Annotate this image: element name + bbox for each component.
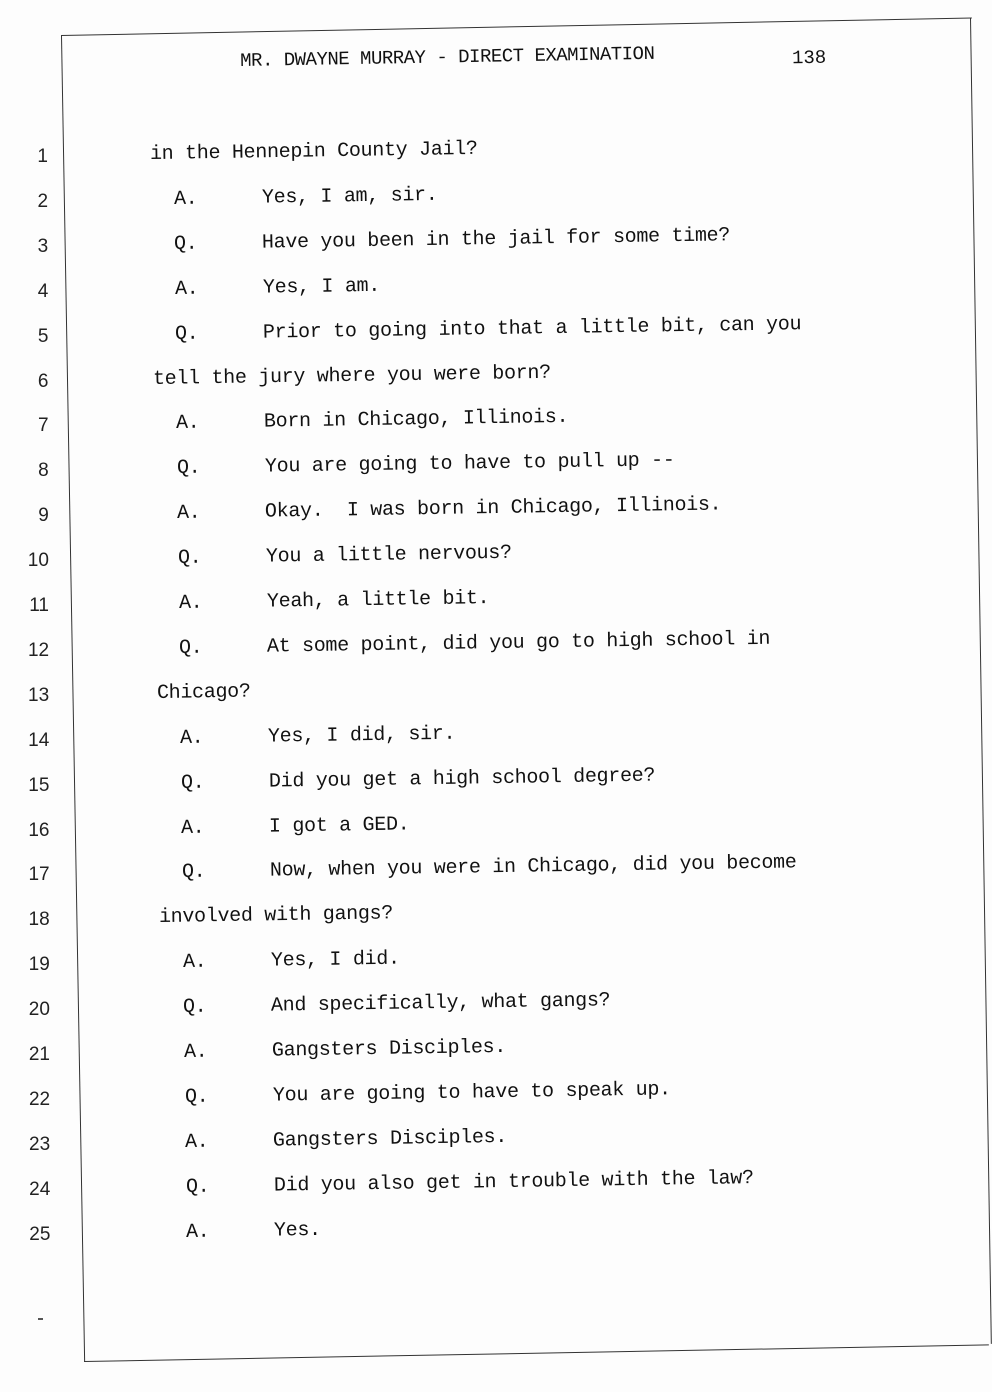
transcript-line xyxy=(0,312,992,353)
transcript-line xyxy=(0,722,992,757)
testimony-line xyxy=(173,184,437,211)
line-text: You are going to have to speak up. xyxy=(272,1078,671,1108)
speaker-label: A. xyxy=(183,1040,208,1064)
margin-mark xyxy=(38,1318,43,1320)
transcript-line xyxy=(0,137,992,173)
line-text: Prior to going into that a little bit, can you xyxy=(262,312,802,345)
speaker-label: A. xyxy=(181,816,205,840)
transcript-line xyxy=(0,627,992,667)
line-number: 17 xyxy=(28,864,50,886)
testimony-line xyxy=(182,852,797,885)
line-text: Okay. I was born in Chicago, Illinois. xyxy=(265,493,722,524)
testimony-line xyxy=(185,1167,753,1199)
speaker-label: Q. xyxy=(184,1085,209,1109)
line-text: Did you get a high school degree? xyxy=(268,764,655,794)
line-text: And specifically, what gangs? xyxy=(271,989,611,1018)
testimony-line xyxy=(180,722,456,749)
line-number: 14 xyxy=(28,729,50,751)
line-text: tell the jury where you were born? xyxy=(152,361,551,391)
continuation-line xyxy=(153,361,551,390)
testimony-line xyxy=(186,1218,321,1243)
transcript-line xyxy=(0,812,992,847)
speaker-label: Q. xyxy=(178,636,203,660)
transcript-line xyxy=(0,274,992,308)
speaker-label: A. xyxy=(182,950,207,975)
transcript-line xyxy=(0,183,992,218)
line-number: 9 xyxy=(38,505,49,527)
testimony-line xyxy=(177,449,675,480)
line-text: Yes, I did, sir. xyxy=(267,722,456,749)
speaker-label: A. xyxy=(176,412,200,436)
line-text: Yes, I am, sir. xyxy=(261,183,438,210)
line-text: I got a GED. xyxy=(269,812,410,839)
speaker-label: A. xyxy=(184,1130,209,1154)
testimony-line xyxy=(184,1036,506,1064)
line-number: 4 xyxy=(37,280,49,302)
page-header-title: MR. DWAYNE MURRAY - DIRECT EXAMINATION xyxy=(240,42,655,72)
speaker-label: A. xyxy=(178,591,203,615)
continuation-line xyxy=(159,903,393,930)
line-text: Chicago? xyxy=(156,680,251,705)
line-text: Yes, I did. xyxy=(270,947,400,973)
testimony-line xyxy=(181,764,655,794)
transcript-line xyxy=(0,1218,992,1251)
testimony-line xyxy=(177,494,722,526)
line-text: Gangsters Disciples. xyxy=(272,1125,508,1153)
testimony-line xyxy=(178,587,489,615)
line-number: 8 xyxy=(38,460,49,482)
line-number: 3 xyxy=(37,235,49,257)
line-text: Born in Chicago, Illinois. xyxy=(264,406,569,435)
speaker-label: A. xyxy=(174,277,199,301)
speaker-label: Q. xyxy=(183,995,208,1020)
testimony-line xyxy=(174,274,379,300)
testimony-line xyxy=(176,406,569,435)
testimony-line xyxy=(181,813,410,840)
transcript-line xyxy=(0,406,992,442)
testimony-line xyxy=(183,989,611,1019)
line-number: 6 xyxy=(37,370,49,392)
transcript-line xyxy=(0,361,992,398)
line-number: 22 xyxy=(28,1088,51,1110)
line-number: 2 xyxy=(37,190,49,212)
line-text: Now, when you were in Chicago, did you become xyxy=(269,851,797,884)
line-text: Gangsters Disciples. xyxy=(271,1035,507,1063)
testimony-line xyxy=(174,224,730,256)
frame-border-top xyxy=(61,18,972,36)
line-number: 25 xyxy=(29,1223,51,1245)
line-number: 23 xyxy=(29,1133,51,1155)
transcript-line xyxy=(0,1078,992,1116)
speaker-label: Q. xyxy=(181,861,206,885)
speaker-label: Q. xyxy=(175,322,199,346)
testimony-line xyxy=(184,1078,670,1109)
transcript-line xyxy=(0,493,992,532)
testimony-line xyxy=(185,1126,507,1154)
speaker-label: Q. xyxy=(185,1175,210,1199)
line-number: 12 xyxy=(27,639,50,661)
line-text: Did you also get in trouble with the law? xyxy=(273,1166,754,1198)
page-number: 138 xyxy=(791,46,827,70)
transcript-line xyxy=(0,764,992,802)
transcript-line xyxy=(0,224,992,263)
speaker-label: Q. xyxy=(173,232,198,256)
line-number: 5 xyxy=(37,325,49,347)
line-number: 13 xyxy=(28,684,50,706)
speaker-label: Q. xyxy=(176,456,201,481)
speaker-label: A. xyxy=(186,1220,210,1244)
testimony-line xyxy=(183,948,400,974)
transcript-line xyxy=(0,449,992,487)
transcript-line xyxy=(0,1035,992,1071)
line-text: Yeah, a little bit. xyxy=(266,587,489,614)
line-text: in the Hennepin County Jail? xyxy=(149,137,478,166)
testimony-line xyxy=(175,313,802,346)
line-number: 19 xyxy=(28,954,50,976)
line-text: Have you been in the jail for some time? xyxy=(261,224,731,255)
line-text: involved with gangs? xyxy=(159,902,394,930)
speaker-label: Q. xyxy=(177,546,202,571)
line-number: 15 xyxy=(28,774,50,796)
speaker-label: A. xyxy=(177,501,201,526)
continuation-line xyxy=(150,138,478,166)
speaker-label: A. xyxy=(173,187,198,211)
transcript-line xyxy=(0,947,992,981)
line-number: 21 xyxy=(28,1044,50,1065)
transcript-line xyxy=(0,989,992,1026)
transcript-line xyxy=(0,902,992,936)
line-number: 10 xyxy=(27,550,49,572)
line-number: 16 xyxy=(28,819,50,841)
transcript-line xyxy=(0,1125,992,1161)
frame-border-bottom xyxy=(84,1344,989,1362)
line-text: You a little nervous? xyxy=(265,541,512,569)
transcript-line xyxy=(0,1166,992,1206)
transcript-line xyxy=(0,541,992,577)
line-number: 1 xyxy=(37,146,48,167)
transcript-line xyxy=(0,587,992,622)
speaker-label: Q. xyxy=(180,771,205,795)
line-text: Yes, I am. xyxy=(262,274,380,300)
transcript-line xyxy=(0,851,992,891)
line-number: 7 xyxy=(38,415,49,437)
transcript-line xyxy=(0,682,992,712)
line-number: 24 xyxy=(29,1178,51,1200)
line-text: At some point, did you go to high school in xyxy=(266,627,771,659)
line-number: 20 xyxy=(28,999,50,1021)
line-text: Yes. xyxy=(273,1218,322,1243)
speaker-label: A. xyxy=(179,726,204,750)
line-number: 11 xyxy=(29,595,49,616)
testimony-line xyxy=(178,542,512,570)
line-text: You are going to have to pull up -- xyxy=(264,449,675,479)
line-number: 18 xyxy=(28,909,50,931)
continuation-line xyxy=(156,680,250,704)
testimony-line xyxy=(179,628,770,660)
